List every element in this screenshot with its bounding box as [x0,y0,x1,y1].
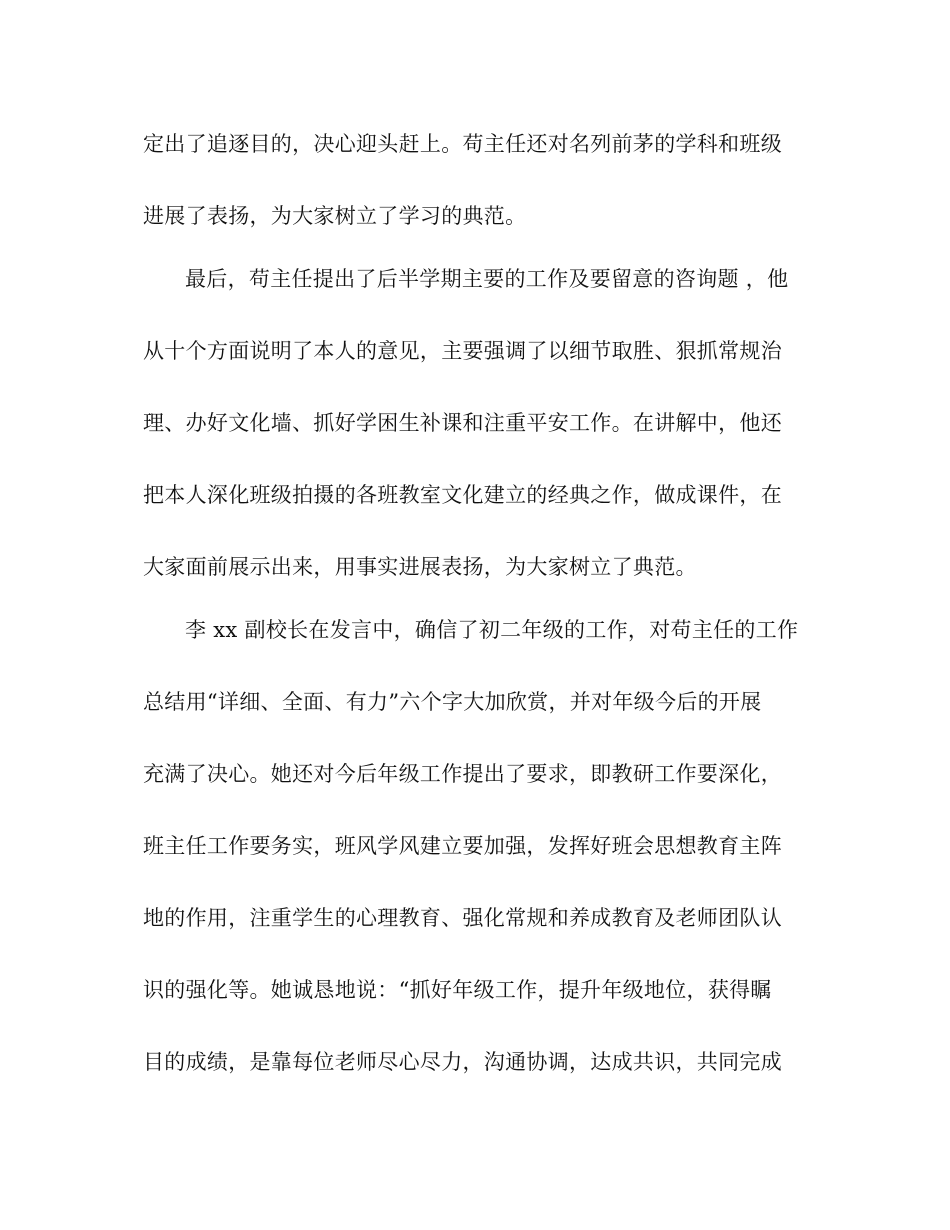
text-line: 目的成绩，是靠每位老师尽心尽力，沟通协调，达成共识，共同完成 [143,1050,782,1074]
text-line: 识的强化等。她诚恳地说：“抓好年级工作，提升年级地位，获得瞩 [143,978,772,1002]
paragraph-start-line: 李 xx 副校长在发言中，确信了初二年级的工作，对苟主任的工作 [185,618,799,642]
text-line: 定出了追逐目的，决心迎头赶上。苟主任还对名列前茅的学科和班级 [143,132,782,156]
text-line: 从十个方面说明了本人的意见，主要强调了以细节取胜、狠抓常规治 [143,339,782,363]
text-line: 总结用“详细、全面、有力”六个字大加欣赏，并对年级今后的开展 [143,690,762,714]
text-line: 班主任工作要务实，班风学风建立要加强，发挥好班会思想教育主阵 [143,834,782,858]
text-line: 充满了决心。她还对今后年级工作提出了要求，即教研工作要深化， [143,762,782,786]
text-line: 把本人深化班级拍摄的各班教室文化建立的经典之作，做成课件，在 [143,483,782,507]
text-line: 地的作用，注重学生的心理教育、强化常规和养成教育及老师团队认 [143,906,782,930]
text-line: 进展了表扬，为大家树立了学习的典范。 [143,204,527,228]
paragraph-start-line: 最后，苟主任提出了后半学期主要的工作及要留意的咨询题 ，他 [185,267,789,291]
text-line: 理、办好文化墙、抓好学困生补课和注重平安工作。在讲解中，他还 [143,411,782,435]
text-line: 大家面前展示出来，用事实进展表扬，为大家树立了典范。 [143,555,697,579]
